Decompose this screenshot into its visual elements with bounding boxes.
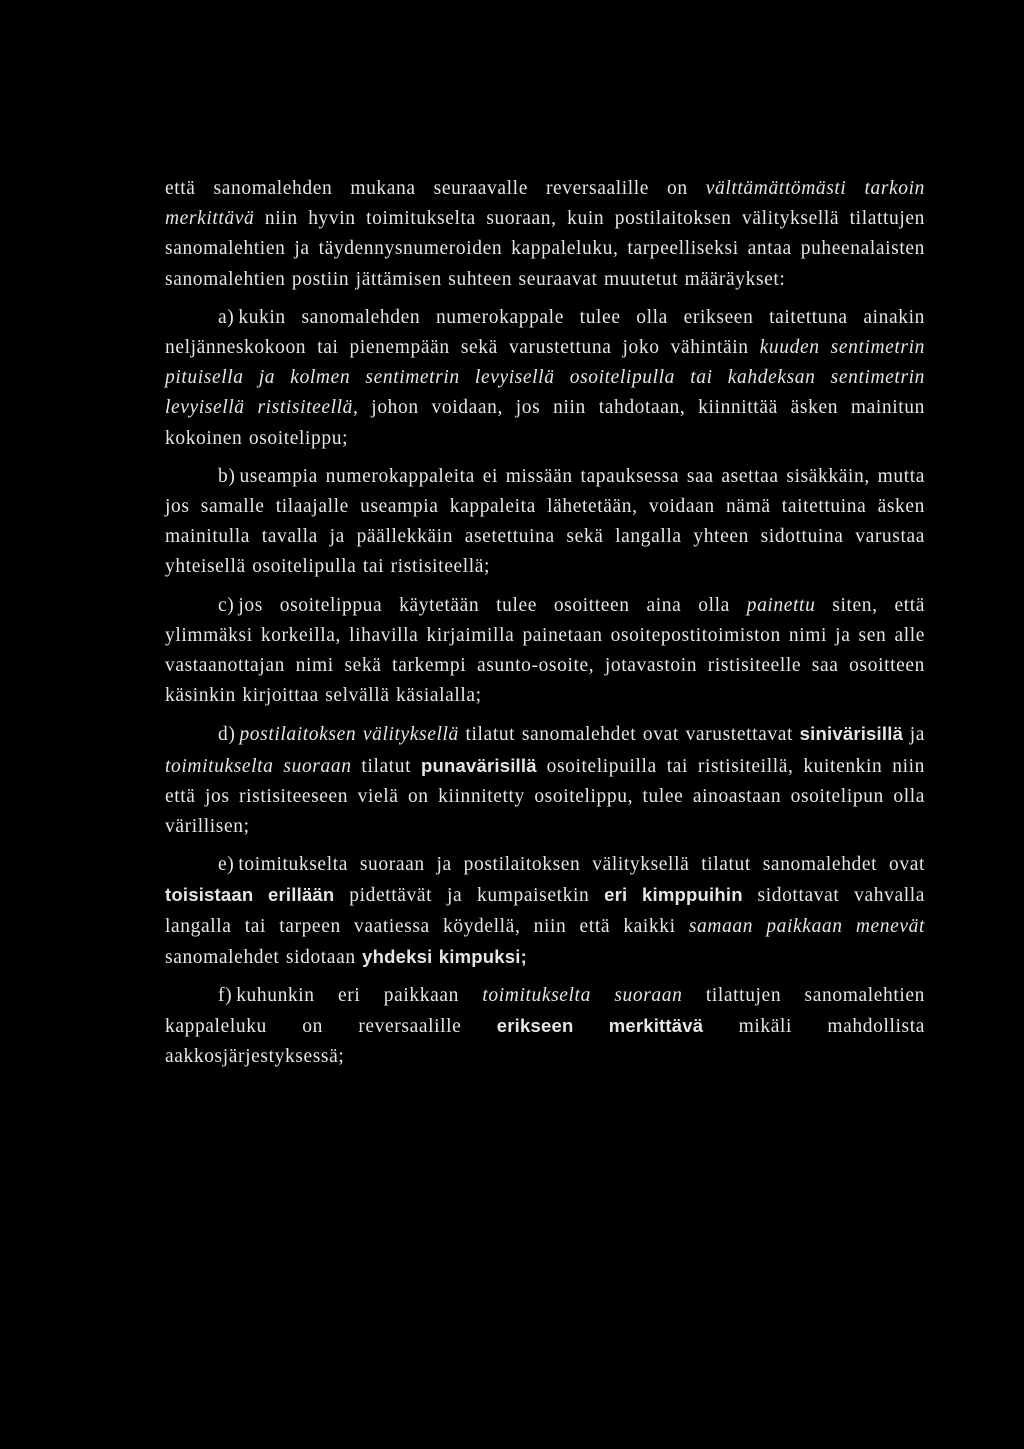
body-text-segment: tilatut sanomalehdet ovat varustettavat (458, 724, 800, 746)
body-text-segment: ja (903, 724, 925, 746)
body-text-segment: jos osoitelippua käytetään tulee osoitteen aina olla (238, 594, 747, 616)
item-label: f) (218, 985, 233, 1007)
body-text-segment: osoitelipuilla tai ristisiteillä, kuitenkin niin että jos ristisiteeseen vielä on kiinnitetty osoitelippu, tulee ainoastaan osoitelipun olla värillisen; (165, 755, 925, 838)
bold-text: yhdeksi kimpuksi; (362, 945, 527, 967)
body-text-segment: toimitukselta suoraan ja postilaitoksen välityksellä tilatut sanomalehdet ovat (238, 854, 925, 876)
bold-text: sinivärisillä (799, 723, 904, 745)
paragraph-item-c (165, 591, 925, 712)
emphasis-text: samaan paikkaan menevät (688, 915, 925, 937)
item-label: d) (218, 724, 236, 746)
paragraph-item-d (165, 719, 925, 842)
item-label: a) (218, 306, 235, 328)
emphasis-text: painettu (746, 594, 816, 616)
body-text-segment: kuhunkin eri paikkaan (236, 985, 483, 1007)
paragraph-item-f (165, 981, 925, 1073)
paragraph-item-b (165, 462, 925, 583)
emphasis-text: toimitukselta suoraan (482, 985, 683, 1007)
body-text-segment: sanomalehdet sidotaan (165, 946, 363, 968)
item-label: b) (218, 465, 236, 487)
body-text-segment: pidettävät ja kumpaisetkin (334, 885, 605, 907)
emphasis-text: kuuden sentimetrin pituisella ja kolmen sentimetrin levyisellä osoitelipulla tai kahdeksan sentimetrin levyisellä ristisiteellä, (165, 337, 925, 419)
body-text-segment: niin hyvin toimitukselta suoraan, kuin postilaitoksen välityksellä tilattujen sanomalehtien ja täydennysnumeroiden kappaleluku, tarpeelliseksi antaa puheenalaisten sanomalehtien postiin jättämisen suhteen seuraavat muutetut määräykset: (165, 208, 925, 290)
emphasis-text: toimitukselta suoraan (165, 755, 352, 777)
body-text-segment: johon voidaan, jos niin tahdotaan, kiinnittää äsken mainitun kokoinen osoitelippu; (165, 397, 925, 449)
bold-text: toisistaan erillään (165, 884, 335, 906)
body-text-segment: useampia numerokappaleita ei missään tapauksessa saa asettaa sisäkkäin, mutta jos samalle tilaajalle useampia kappaleita lähetetään, voidaan nämä taitettuina äsken mainitulla tavalla ja päällekkäin asetettuina sekä langalla yhteen sidottuina varustaa yhteisellä osoitelipulla tai ristisiteellä; (165, 465, 925, 578)
bold-text: punavärisillä (421, 754, 537, 776)
item-label: c) (218, 594, 235, 616)
body-text-segment: siten, että ylimmäksi korkeilla, lihavilla kirjaimilla painetaan osoitepostitoimiston nimi ja sen alle vastaanottajan nimi sekä tarkempi asunto-osoite, jotavastoin ristisiteelle saa osoitteen käsinkin kirjoittaa selvällä käsialalla; (165, 594, 925, 707)
emphasis-text: välttämättömästi tarkoin merkittävä (165, 178, 925, 230)
body-text (165, 174, 925, 1073)
body-text-segment: tilattujen sanomalehtien kappaleluku on reversaalille (165, 985, 925, 1038)
paragraph-item-e (165, 850, 925, 973)
paragraph-item-a (165, 303, 925, 454)
body-text-segment: kukin sanomalehden numerokappale tulee olla erikseen taitettuna ainakin neljänneskokoon tai pienempään sekä varustettuna joko vähintäin (165, 306, 925, 359)
body-text-segment: mikäli mahdollista aakkosjärjestyksessä; (165, 1016, 925, 1068)
body-text-segment: että sanomalehden mukana seuraavalle reversaalille on (165, 178, 706, 199)
paragraph-intro (165, 174, 925, 295)
emphasis-text: postilaitoksen välityksellä (239, 724, 459, 746)
body-text-segment: sidottavat vahvalla langalla tai tarpeen vaatiessa köydellä, niin että kaikki (165, 885, 926, 937)
item-label: e) (218, 854, 235, 876)
body-text-segment: tilatut (351, 755, 421, 777)
bold-text: erikseen merkittävä (496, 1015, 704, 1037)
bold-text: eri kimppuihin (604, 884, 743, 906)
